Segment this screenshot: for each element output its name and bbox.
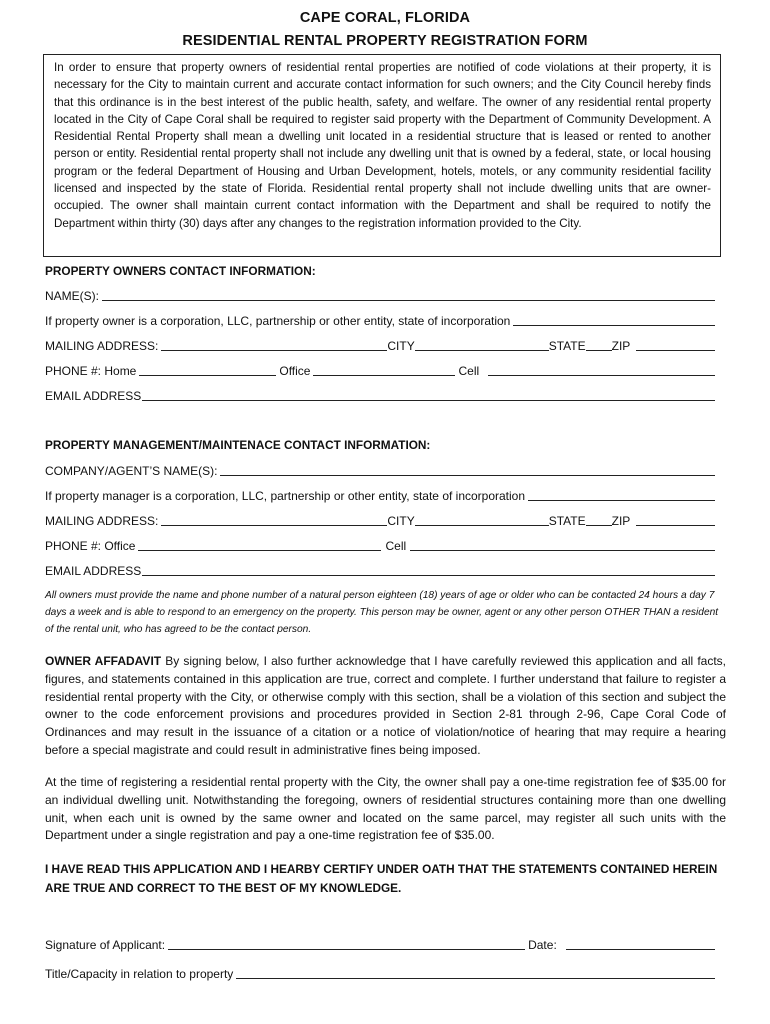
mgmt-mailing-row bbox=[45, 511, 715, 528]
owner-phone-office-label: Office bbox=[279, 364, 311, 378]
title-capacity-row bbox=[45, 964, 715, 981]
fee-paragraph: At the time of registering a residential rental property with the City, the owner shall pay a one-time registration fee of $35.00 for an individual dwelling unit. Notwithstanding the foregoing, owners of residential structures containing more than one dwelling unit, when each unit is owned by the same owner and located on the same parcel, may register all such units with the Department under a single registration and pay a one-time registration fee of $35.00. bbox=[45, 775, 726, 843]
mgmt-company-field[interactable] bbox=[220, 463, 715, 476]
intro-box bbox=[43, 54, 721, 257]
owner-phone-home-field[interactable] bbox=[139, 363, 276, 376]
owner-email-field[interactable] bbox=[142, 388, 715, 401]
owner-affidavit-paragraph bbox=[45, 653, 726, 760]
contact-person-note: All owners must provide the name and phone number of a natural person eighteen (18) years of age or older who can be contacted 24 hours a day 7 days a week and is able to respond to an emergency on the property. This person may be owner, agent or any other person OTHER THAN a resident of the rental unit, who has agreed to be the contact person. bbox=[45, 590, 719, 635]
signature-field[interactable] bbox=[168, 937, 525, 950]
mgmt-mailing-field[interactable] bbox=[161, 513, 387, 526]
mgmt-phone-office-field[interactable] bbox=[138, 538, 381, 551]
form-title-city: CAPE CORAL, FLORIDA bbox=[299, 10, 471, 26]
owner-corp-label: If property owner is a corporation, LLC, partnership or other entity, state of incorporation bbox=[45, 314, 511, 328]
owner-mailing-row bbox=[45, 336, 715, 353]
owner-names-row bbox=[45, 286, 715, 303]
mgmt-email-row bbox=[45, 561, 715, 578]
owner-zip-field[interactable] bbox=[636, 338, 715, 351]
owner-phone-home-label: PHONE #: Home bbox=[45, 364, 137, 378]
mgmt-zip-field[interactable] bbox=[636, 513, 715, 526]
title-capacity-label: Title/Capacity in relation to property bbox=[45, 967, 234, 981]
mgmt-company-row bbox=[45, 461, 715, 478]
owner-phone-row bbox=[45, 361, 715, 378]
owner-names-field[interactable] bbox=[102, 288, 715, 301]
mgmt-email-label: EMAIL ADDRESS bbox=[45, 564, 142, 578]
mgmt-mailing-label: MAILING ADDRESS: bbox=[45, 514, 159, 528]
owner-city-field[interactable] bbox=[415, 338, 549, 351]
owner-phone-cell-label: Cell bbox=[458, 364, 480, 378]
affidavit-heading: OWNER AFFADAVIT bbox=[45, 654, 162, 668]
date-label: Date: bbox=[528, 938, 557, 952]
mgmt-incorporation-field[interactable] bbox=[528, 488, 715, 501]
mgmt-state-label: STATE bbox=[548, 514, 586, 528]
signature-row bbox=[45, 935, 715, 952]
owner-mailing-field[interactable] bbox=[161, 338, 387, 351]
owner-phone-office-field[interactable] bbox=[313, 363, 455, 376]
owner-zip-label: ZIP bbox=[611, 339, 631, 353]
mgmt-email-field[interactable] bbox=[142, 563, 715, 576]
mgmt-corp-row bbox=[45, 486, 715, 503]
affidavit-text: By signing below, I also further acknowledge that I have carefully reviewed this application and all facts, figures, and statements contained in this application are true, correct and complete. I further understand that failure to register a residential rental property with the City, or otherwise comply with this section, shall be a violation of this section and subject the owner to the code enforcement provisions and procedures provided in Section 2-81 through 2-96, Cape Coral Code of Ordinances and may result in the issuance of a citation or a notice of violation/notice of hearing that may require a hearing before a special magistrate and could result in administrative fines being imposed. bbox=[45, 654, 726, 757]
owner-section-heading: PROPERTY OWNERS CONTACT INFORMATION: bbox=[45, 264, 316, 278]
date-field[interactable] bbox=[566, 937, 715, 950]
mgmt-state-field[interactable] bbox=[586, 513, 612, 526]
form-title: RESIDENTIAL RENTAL PROPERTY REGISTRATION FORM bbox=[182, 33, 588, 49]
owner-incorporation-field[interactable] bbox=[513, 313, 715, 326]
mgmt-corp-label: If property manager is a corporation, LLC, partnership or other entity, state of incorporation bbox=[45, 489, 526, 503]
owner-names-label: NAME(S): bbox=[45, 289, 99, 303]
mgmt-zip-label: ZIP bbox=[611, 514, 631, 528]
mgmt-phone-office-label: PHONE #: Office bbox=[45, 539, 136, 553]
mgmt-phone-cell-field[interactable] bbox=[410, 538, 715, 551]
mgmt-phone-row bbox=[45, 536, 715, 553]
owner-city-label: CITY bbox=[387, 339, 415, 353]
owner-mailing-label: MAILING ADDRESS: bbox=[45, 339, 159, 353]
owner-state-label: STATE bbox=[548, 339, 586, 353]
owner-phone-cell-field[interactable] bbox=[488, 363, 715, 376]
owner-email-label: EMAIL ADDRESS bbox=[45, 389, 142, 403]
owner-email-row bbox=[45, 386, 715, 403]
owner-state-field[interactable] bbox=[586, 338, 612, 351]
mgmt-company-label: COMPANY/AGENT’S NAME(S): bbox=[45, 464, 218, 478]
mgmt-city-label: CITY bbox=[387, 514, 415, 528]
mgmt-section-heading: PROPERTY MANAGEMENT/MAINTENACE CONTACT INFORMATION: bbox=[45, 438, 431, 452]
signature-label: Signature of Applicant: bbox=[45, 938, 166, 952]
mgmt-phone-cell-label: Cell bbox=[385, 539, 407, 553]
mgmt-city-field[interactable] bbox=[415, 513, 549, 526]
certification-statement: I HAVE READ THIS APPLICATION AND I HEARBY CERTIFY UNDER OATH THAT THE STATEMENTS CONTAINED HEREIN ARE TRUE AND CORRECT TO THE BEST OF MY KNOWLEDGE. bbox=[45, 862, 718, 895]
intro-text: In order to ensure that property owners of residential rental properties are notified of code violations at their property, it is necessary for the City to maintain current and accurate contact information for such owners; and the City Council hereby finds that this ordinance is in the best interest of the public health, safety, and welfare. The owner of any residential rental property located in the City of Cape Coral shall be required to register said property with the Department of Community Development. A Residential Rental Property shall mean a dwelling unit located in a residential structure that is leased or rented to another person or entity. Residential rental property shall not include any dwelling unit that is owned by a federal, state, or local housing program or the federal Department of Housing and Urban Development, hotels, motels, or any community residential facility licensed and inspected by the state of Florida. Residential rental property shall not include dwelling units that are owner-occupied. The owner shall maintain current contact information with the Department and shall be required to notify the Department within thirty (30) days after any changes to the registration information provided to the City. bbox=[54, 61, 711, 230]
title-capacity-field[interactable] bbox=[236, 966, 715, 979]
owner-corp-row bbox=[45, 311, 715, 328]
